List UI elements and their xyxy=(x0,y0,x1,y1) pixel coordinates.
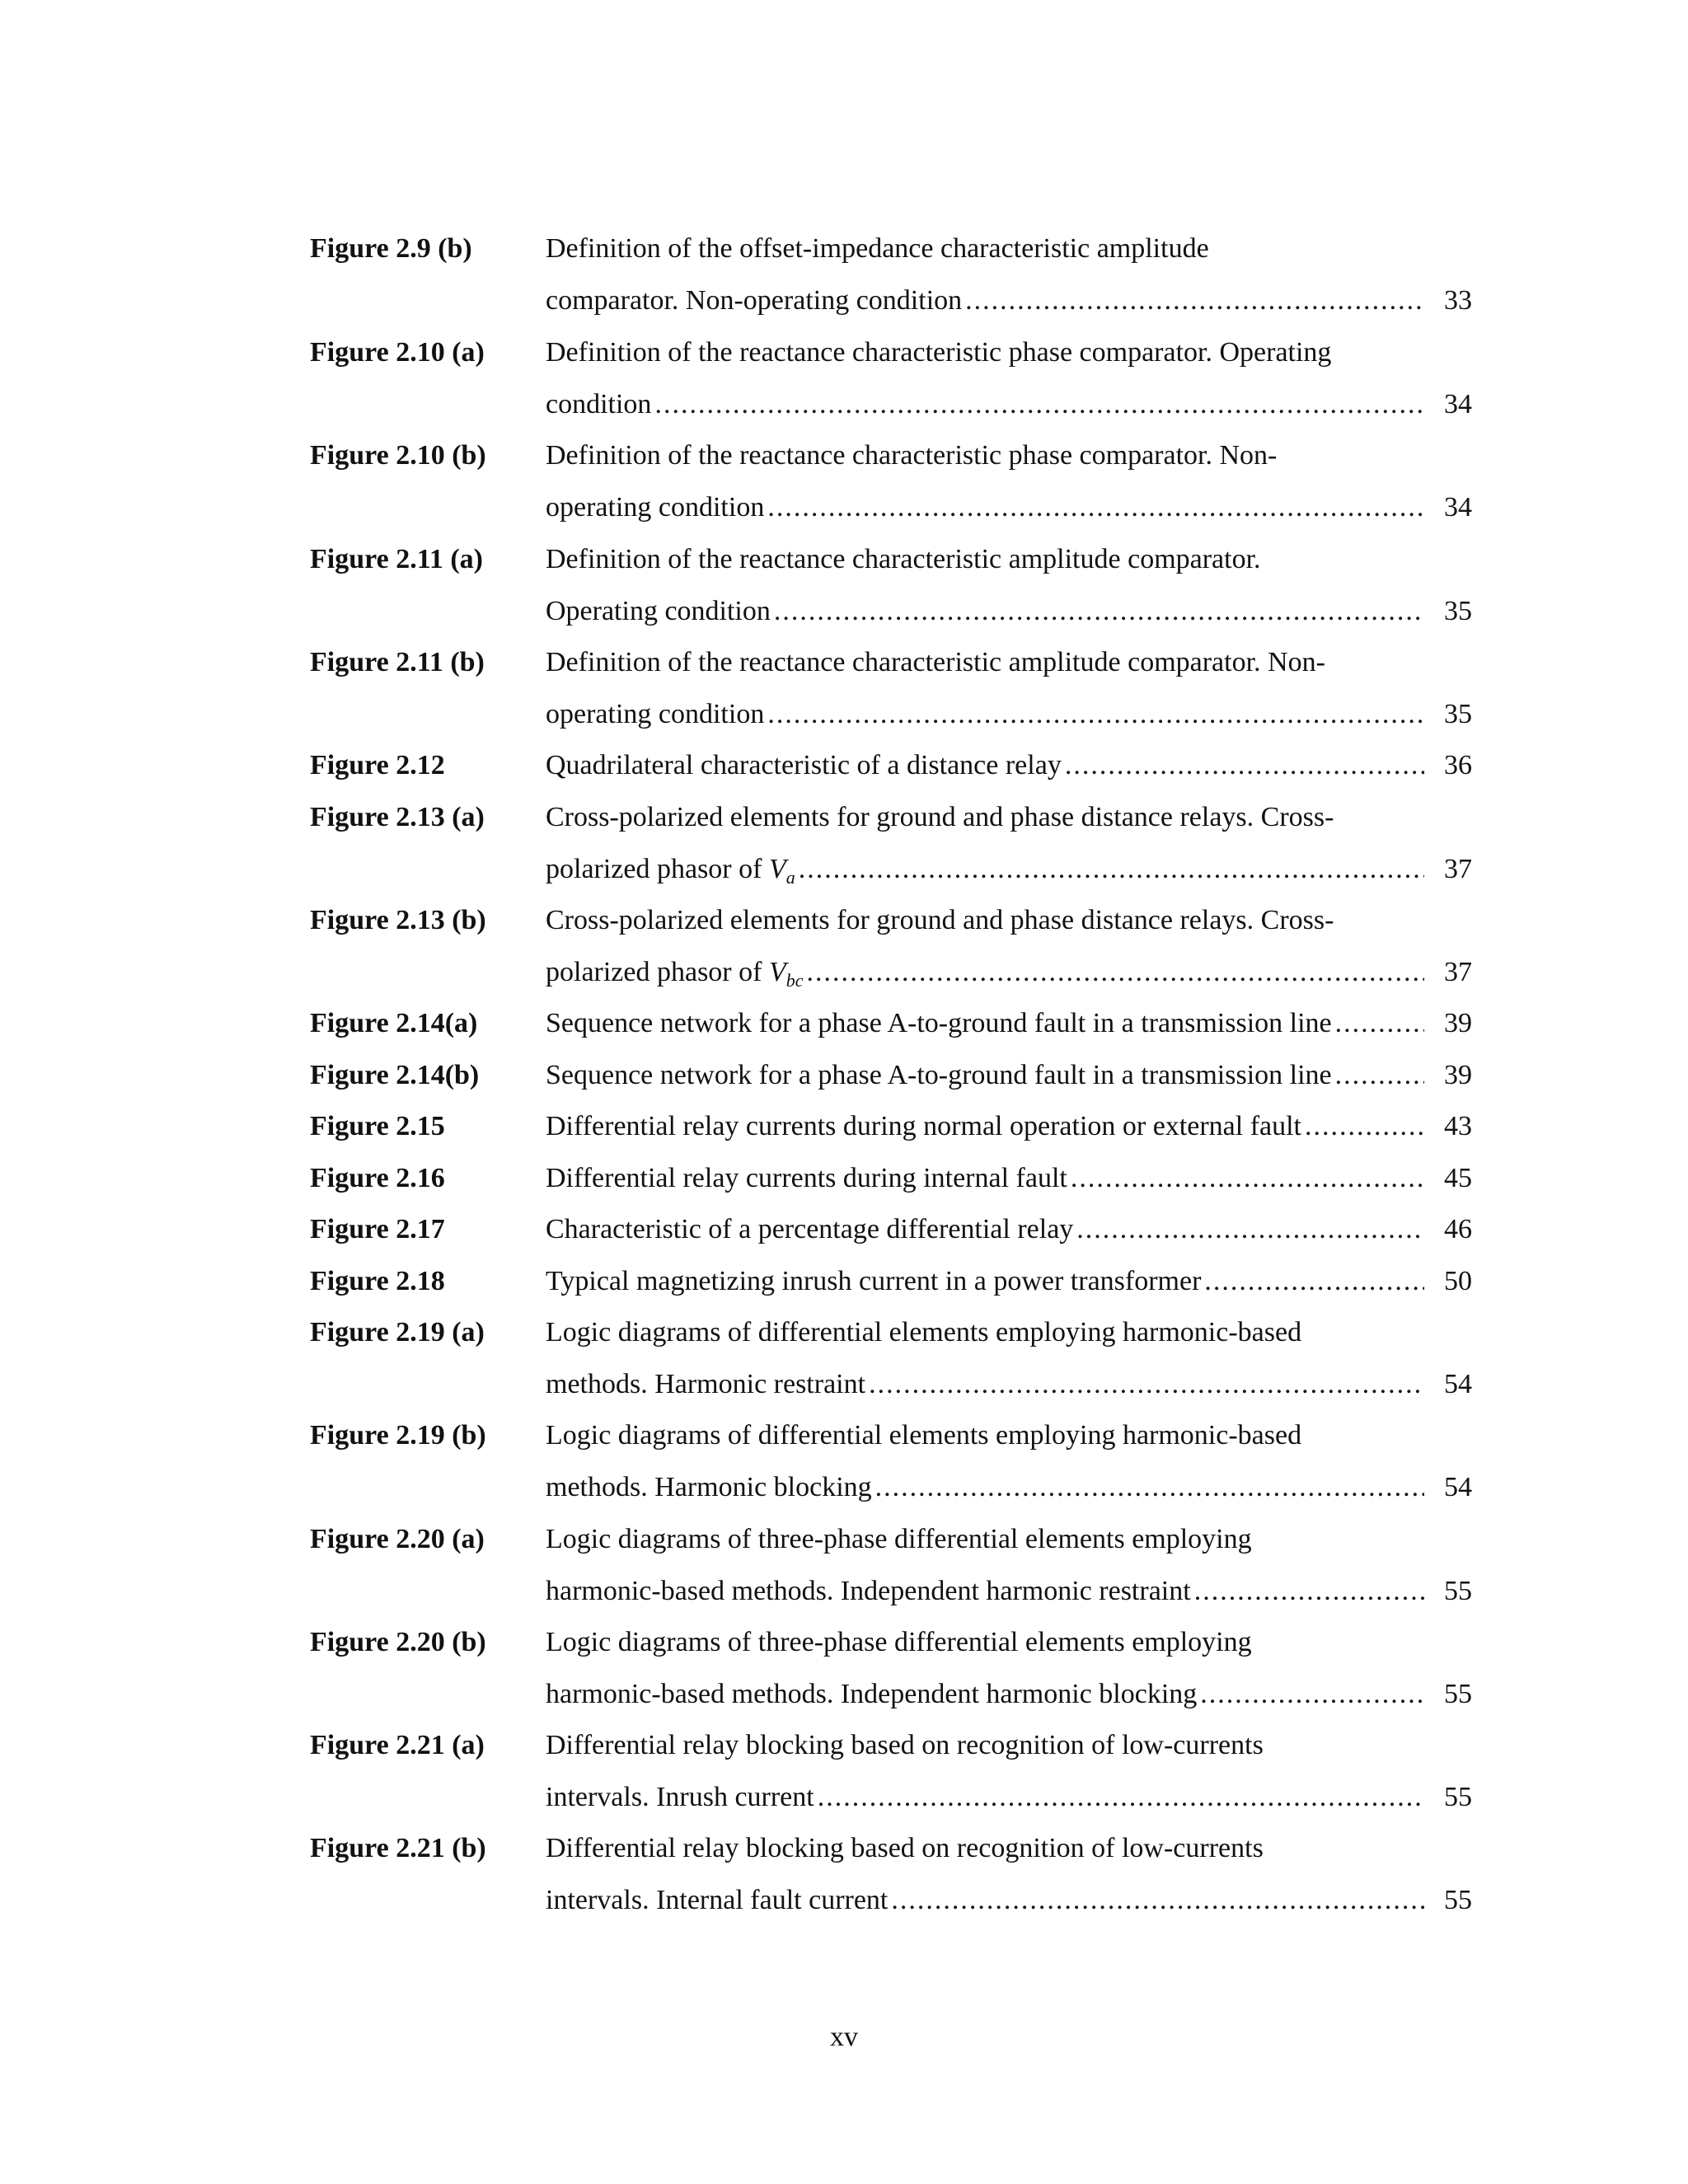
figure-caption: Differential relay currents during internal fault xyxy=(546,1163,1067,1193)
figure-caption-line-with-page xyxy=(546,1678,1472,1711)
dot-leader xyxy=(1335,1059,1424,1092)
page-number: 55 xyxy=(1444,1576,1472,1606)
figure-caption-continuation xyxy=(546,956,804,997)
dot-leader xyxy=(767,698,1424,731)
figure-caption-line: Logic diagrams of three-phase differential elements employing xyxy=(546,1524,1252,1554)
figure-caption-line: Definition of the offset-impedance characteristic amplitude xyxy=(546,233,1209,264)
page-number: 45 xyxy=(1444,1163,1472,1193)
figure-label: Figure 2.20 (b) xyxy=(310,1627,486,1657)
page-number: 55 xyxy=(1444,1679,1472,1709)
figure-label: Figure 2.21 (b) xyxy=(310,1833,486,1863)
dot-leader xyxy=(774,595,1424,628)
dot-leader xyxy=(869,1368,1424,1401)
figure-caption: Sequence network for a phase A-to-ground fault in a transmission line xyxy=(546,1060,1332,1090)
figure-caption-line: Cross-polarized elements for ground and phase distance relays. Cross- xyxy=(546,905,1334,935)
figure-caption-line-with-page xyxy=(546,1368,1472,1401)
dot-leader xyxy=(891,1884,1424,1917)
page-number: 39 xyxy=(1444,1008,1472,1038)
figure-caption-line: Logic diagrams of differential elements employing harmonic-based xyxy=(546,1420,1302,1451)
figure-caption: Characteristic of a percentage differential relay xyxy=(546,1214,1074,1244)
dot-leader xyxy=(1305,1110,1424,1143)
figure-caption: Typical magnetizing inrush current in a power transformer xyxy=(546,1266,1202,1296)
figure-caption-continuation xyxy=(546,853,795,894)
dot-leader xyxy=(1335,1007,1424,1040)
dot-leader xyxy=(875,1471,1424,1504)
figure-caption-line-with-page xyxy=(546,1007,1472,1040)
figure-label: Figure 2.9 (b) xyxy=(310,233,472,264)
page-footer-number: xv xyxy=(830,2022,858,2052)
dot-leader xyxy=(1200,1678,1424,1711)
page-number: 37 xyxy=(1444,957,1472,987)
figure-caption-line: Logic diagrams of three-phase differential elements employing xyxy=(546,1627,1252,1657)
dot-leader xyxy=(799,853,1424,886)
figure-caption-line: Cross-polarized elements for ground and phase distance relays. Cross- xyxy=(546,802,1334,832)
figure-caption-line-with-page xyxy=(546,1471,1472,1504)
dot-leader xyxy=(1076,1213,1424,1246)
figure-caption-continuation: methods. Harmonic restraint xyxy=(546,1369,866,1399)
page-number: 50 xyxy=(1444,1266,1472,1296)
page-number: 35 xyxy=(1444,699,1472,729)
figure-caption-line-with-page xyxy=(546,853,1472,886)
dot-leader xyxy=(1065,749,1424,782)
figure-label: Figure 2.14(a) xyxy=(310,1008,478,1038)
page-number: 54 xyxy=(1444,1472,1472,1502)
caption-text: polarized phasor of xyxy=(546,957,769,987)
figure-caption-line-with-page xyxy=(546,1059,1472,1092)
dot-leader xyxy=(767,491,1424,524)
figure-caption-continuation: harmonic-based methods. Independent harmonic restraint xyxy=(546,1576,1191,1606)
figure-caption-line-with-page xyxy=(546,595,1472,628)
figure-caption-line: Definition of the reactance characteristic phase comparator. Operating xyxy=(546,337,1332,368)
phasor-symbol: V xyxy=(768,854,786,884)
figure-label: Figure 2.11 (b) xyxy=(310,647,485,677)
page-number: 43 xyxy=(1444,1111,1472,1141)
page-number: 55 xyxy=(1444,1885,1472,1915)
figure-label: Figure 2.20 (a) xyxy=(310,1524,485,1554)
figure-caption-continuation: condition xyxy=(546,389,652,419)
dot-leader xyxy=(654,388,1424,421)
figure-label: Figure 2.19 (a) xyxy=(310,1317,485,1347)
figure-label: Figure 2.17 xyxy=(310,1214,445,1244)
page-number: 34 xyxy=(1444,389,1472,419)
dot-leader xyxy=(1194,1575,1424,1608)
dot-leader xyxy=(965,284,1424,317)
figure-caption-line-with-page xyxy=(546,956,1472,989)
figure-caption-line-with-page xyxy=(546,1265,1472,1298)
figure-caption-continuation: operating condition xyxy=(546,492,765,523)
figure-caption-continuation: intervals. Internal fault current xyxy=(546,1885,889,1915)
figure-caption-line-with-page xyxy=(546,1575,1472,1608)
figure-caption-continuation: intervals. Inrush current xyxy=(546,1782,814,1812)
figure-caption-continuation: comparator. Non-operating condition xyxy=(546,285,963,316)
caption-text: polarized phasor of xyxy=(546,854,769,884)
figure-caption-line: Differential relay blocking based on recognition of low-currents xyxy=(546,1833,1264,1863)
phasor-subscript: bc xyxy=(785,970,804,991)
figure-label: Figure 2.14(b) xyxy=(310,1060,480,1090)
figure-label: Figure 2.21 (a) xyxy=(310,1730,485,1760)
figure-label: Figure 2.10 (a) xyxy=(310,337,485,368)
dot-leader xyxy=(818,1781,1424,1814)
figure-label: Figure 2.19 (b) xyxy=(310,1420,486,1451)
figure-label: Figure 2.16 xyxy=(310,1163,445,1193)
figure-caption-continuation: Operating condition xyxy=(546,596,771,626)
page-number: 35 xyxy=(1444,596,1472,626)
dot-leader xyxy=(807,956,1424,989)
figure-label: Figure 2.13 (b) xyxy=(310,905,486,935)
figure-caption-line-with-page xyxy=(546,1162,1472,1195)
figure-caption: Sequence network for a phase A-to-ground fault in a transmission line xyxy=(546,1008,1332,1038)
figure-caption: Differential relay currents during normal operation or external fault xyxy=(546,1111,1302,1141)
figure-caption-continuation: methods. Harmonic blocking xyxy=(546,1472,872,1502)
page-number: 36 xyxy=(1444,750,1472,780)
figure-caption-line: Definition of the reactance characteristic amplitude comparator. Non- xyxy=(546,647,1325,677)
figure-label: Figure 2.15 xyxy=(310,1111,445,1141)
figure-caption-line-with-page xyxy=(546,1884,1472,1917)
page-number: 46 xyxy=(1444,1214,1472,1244)
figure-caption-line: Definition of the reactance characteristic phase comparator. Non- xyxy=(546,440,1278,471)
figure-caption-line-with-page xyxy=(546,284,1472,317)
figure-caption-line-with-page xyxy=(546,388,1472,421)
figure-label: Figure 2.18 xyxy=(310,1266,445,1296)
page-number: 37 xyxy=(1444,854,1472,884)
figure-caption-line-with-page xyxy=(546,749,1472,782)
figure-caption: Quadrilateral characteristic of a distance relay xyxy=(546,750,1062,780)
figure-caption-line-with-page xyxy=(546,1213,1472,1246)
figure-caption-line: Logic diagrams of differential elements employing harmonic-based xyxy=(546,1317,1302,1347)
figure-caption-line-with-page xyxy=(546,491,1472,524)
figure-caption-line-with-page xyxy=(546,698,1472,731)
figure-caption-continuation: operating condition xyxy=(546,699,765,729)
figure-label: Figure 2.11 (a) xyxy=(310,544,483,574)
figure-caption-line: Definition of the reactance characteristic amplitude comparator. xyxy=(546,544,1261,574)
page-number: 33 xyxy=(1444,285,1472,316)
dot-leader xyxy=(1204,1265,1424,1298)
page-number: 54 xyxy=(1444,1369,1472,1399)
figure-caption-continuation: harmonic-based methods. Independent harmonic blocking xyxy=(546,1679,1198,1709)
dot-leader xyxy=(1071,1162,1424,1195)
phasor-subscript: a xyxy=(785,867,795,888)
figure-caption-line: Differential relay blocking based on recognition of low-currents xyxy=(546,1730,1264,1760)
figure-caption-line-with-page xyxy=(546,1781,1472,1814)
phasor-symbol: V xyxy=(768,957,786,987)
figure-label: Figure 2.13 (a) xyxy=(310,802,485,832)
page-number: 39 xyxy=(1444,1060,1472,1090)
figure-label: Figure 2.12 xyxy=(310,750,445,780)
figure-caption-line-with-page xyxy=(546,1110,1472,1143)
page-number: 55 xyxy=(1444,1782,1472,1812)
page-number: 34 xyxy=(1444,492,1472,523)
figure-label: Figure 2.10 (b) xyxy=(310,440,486,471)
